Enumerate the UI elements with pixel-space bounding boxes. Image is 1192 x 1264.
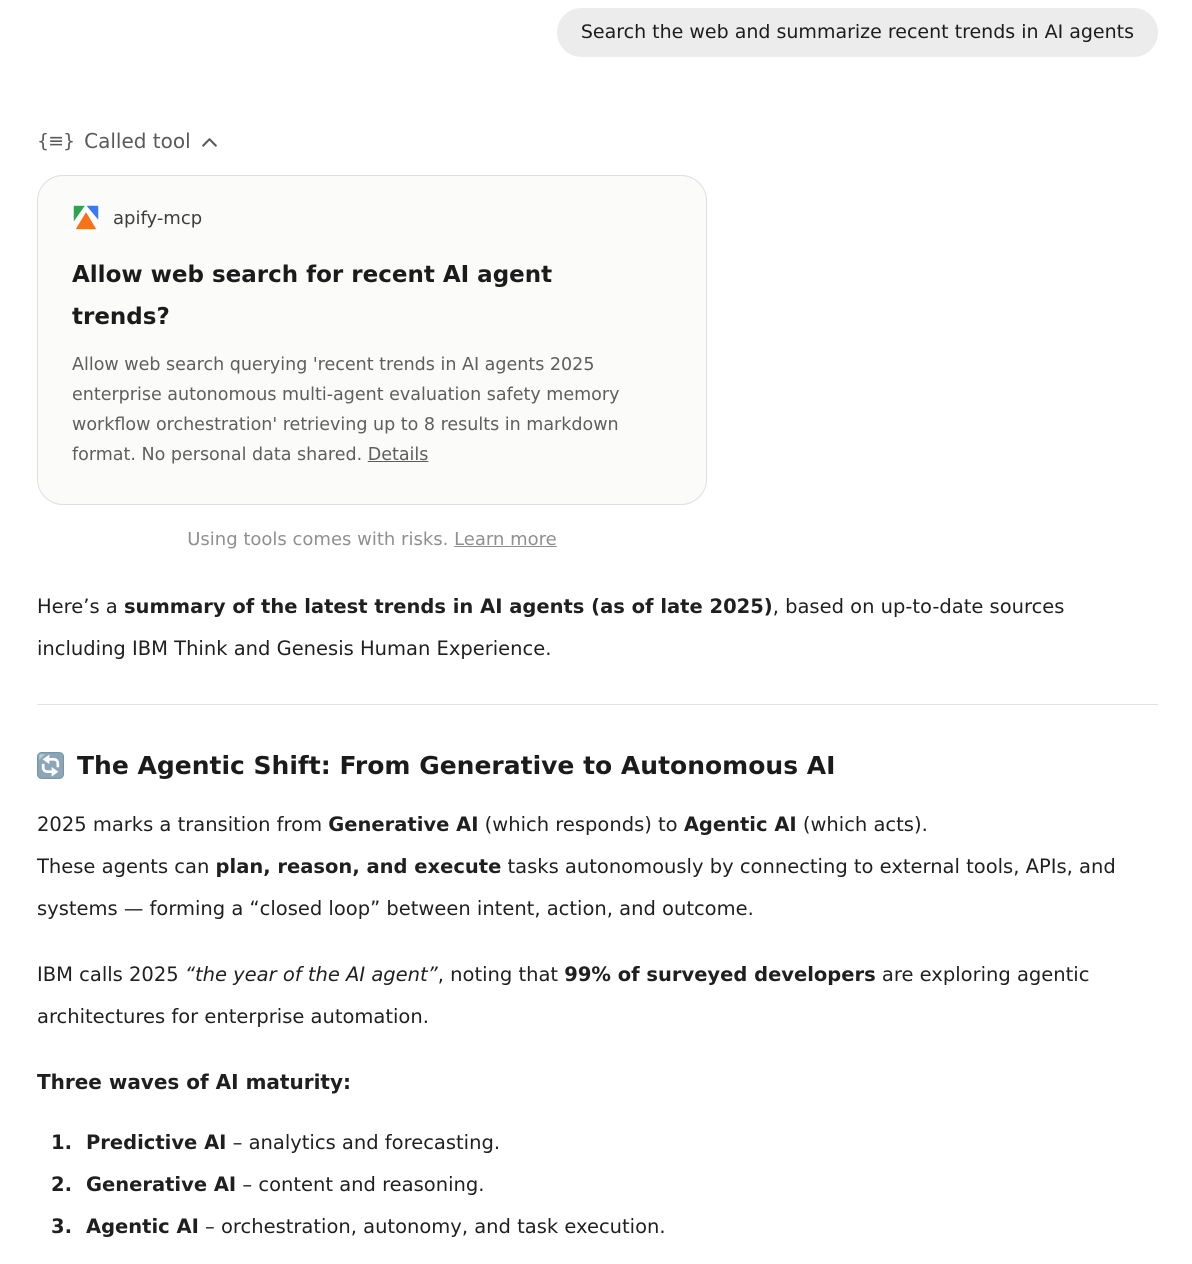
- user-message-bubble: [557, 8, 1158, 57]
- p1-s5: tasks autonomously by connecting to external tools, APIs, and systems — forming a “closed loop” between intent, action, and outcome.: [37, 855, 1116, 920]
- chevron-up-icon: [201, 137, 218, 148]
- tool-permission-title: Allow web search for recent AI agent trends?: [72, 262, 553, 330]
- counterclockwise-arrows-icon: [37, 752, 64, 779]
- p1-s2: (which responds) to: [478, 813, 684, 836]
- section-divider: [37, 704, 1158, 705]
- learn-more-link[interactable]: Learn more: [454, 529, 557, 550]
- wave-rest: – analytics and forecasting.: [226, 1131, 501, 1154]
- called-tool-toggle[interactable]: [37, 129, 218, 153]
- list-item-text: [86, 1164, 484, 1206]
- intro-pre: Here’s a: [37, 595, 124, 618]
- tool-description-text: Allow web search querying 'recent trends in AI agents 2025 enterprise autonomous multi-agent evaluation safety memory workflow orchestration' retrieving up to 8 results in markdown format. No personal data shared.: [72, 355, 620, 465]
- details-link[interactable]: Details: [367, 445, 429, 465]
- list-item-text: [86, 1206, 666, 1248]
- wave-term: Agentic AI: [86, 1215, 199, 1238]
- risk-text: Using tools comes with risks.: [187, 529, 455, 550]
- list-item-agentic-ai: [51, 1206, 1158, 1248]
- called-tool-label: Called tool: [84, 129, 191, 153]
- tool-server-name: apify-mcp: [113, 207, 203, 229]
- ibm-paragraph: [37, 954, 1158, 1038]
- p2-s3: are exploring agentic architectures for enterprise automation.: [37, 963, 1090, 1028]
- p2-bold-stat: 99% of surveyed developers: [564, 963, 876, 986]
- list-item-generative-ai: [51, 1164, 1158, 1206]
- wave-term: Predictive AI: [86, 1131, 227, 1154]
- p2-s2: , noting that: [437, 963, 565, 986]
- waves-heading: Three waves of AI maturity:: [37, 1070, 352, 1094]
- list-number: 3.: [51, 1215, 72, 1238]
- user-message-row: [37, 8, 1158, 57]
- agentic-shift-paragraph: [37, 804, 1158, 930]
- tool-permission-description: [72, 350, 634, 470]
- p1-b3: plan, reason, and execute: [215, 855, 502, 878]
- section-heading-text: The Agentic Shift: From Generative to Autonomous AI: [77, 751, 836, 780]
- list-number: 2.: [51, 1173, 72, 1196]
- tool-permission-card: [37, 175, 707, 505]
- waves-list: [37, 1122, 1158, 1248]
- intro-bold: summary of the latest trends in AI agents (as of late 2025): [123, 595, 773, 618]
- p2-s1: IBM calls 2025: [37, 963, 185, 986]
- wave-term: Generative AI: [86, 1173, 237, 1196]
- section-heading: [37, 751, 1158, 780]
- p1-b2: Agentic AI: [683, 813, 797, 836]
- p1-b1: Generative AI: [328, 813, 479, 836]
- p2-italic-quote: “the year of the AI agent”: [184, 963, 438, 986]
- p1-s3: (which acts).: [796, 813, 928, 836]
- intro-post: , based on up-to-date sources including IBM Think and Genesis Human Experience.: [37, 595, 1065, 660]
- list-item-text: [86, 1122, 500, 1164]
- p1-s1: 2025 marks a transition from: [37, 813, 329, 836]
- tool-braces-icon: {≡}: [37, 130, 75, 152]
- tool-server-row: [72, 204, 672, 232]
- list-number: 1.: [51, 1131, 72, 1154]
- user-message-text: Search the web and summarize recent trends in AI agents: [580, 21, 1134, 43]
- response-intro-paragraph: [37, 586, 1158, 670]
- tool-risk-note: [37, 529, 707, 550]
- p1-s4: These agents can: [37, 855, 216, 878]
- wave-rest: – orchestration, autonomy, and task execution.: [198, 1215, 666, 1238]
- wave-rest: – content and reasoning.: [236, 1173, 485, 1196]
- list-item-predictive-ai: [51, 1122, 1158, 1164]
- apify-logo-icon: [72, 204, 100, 232]
